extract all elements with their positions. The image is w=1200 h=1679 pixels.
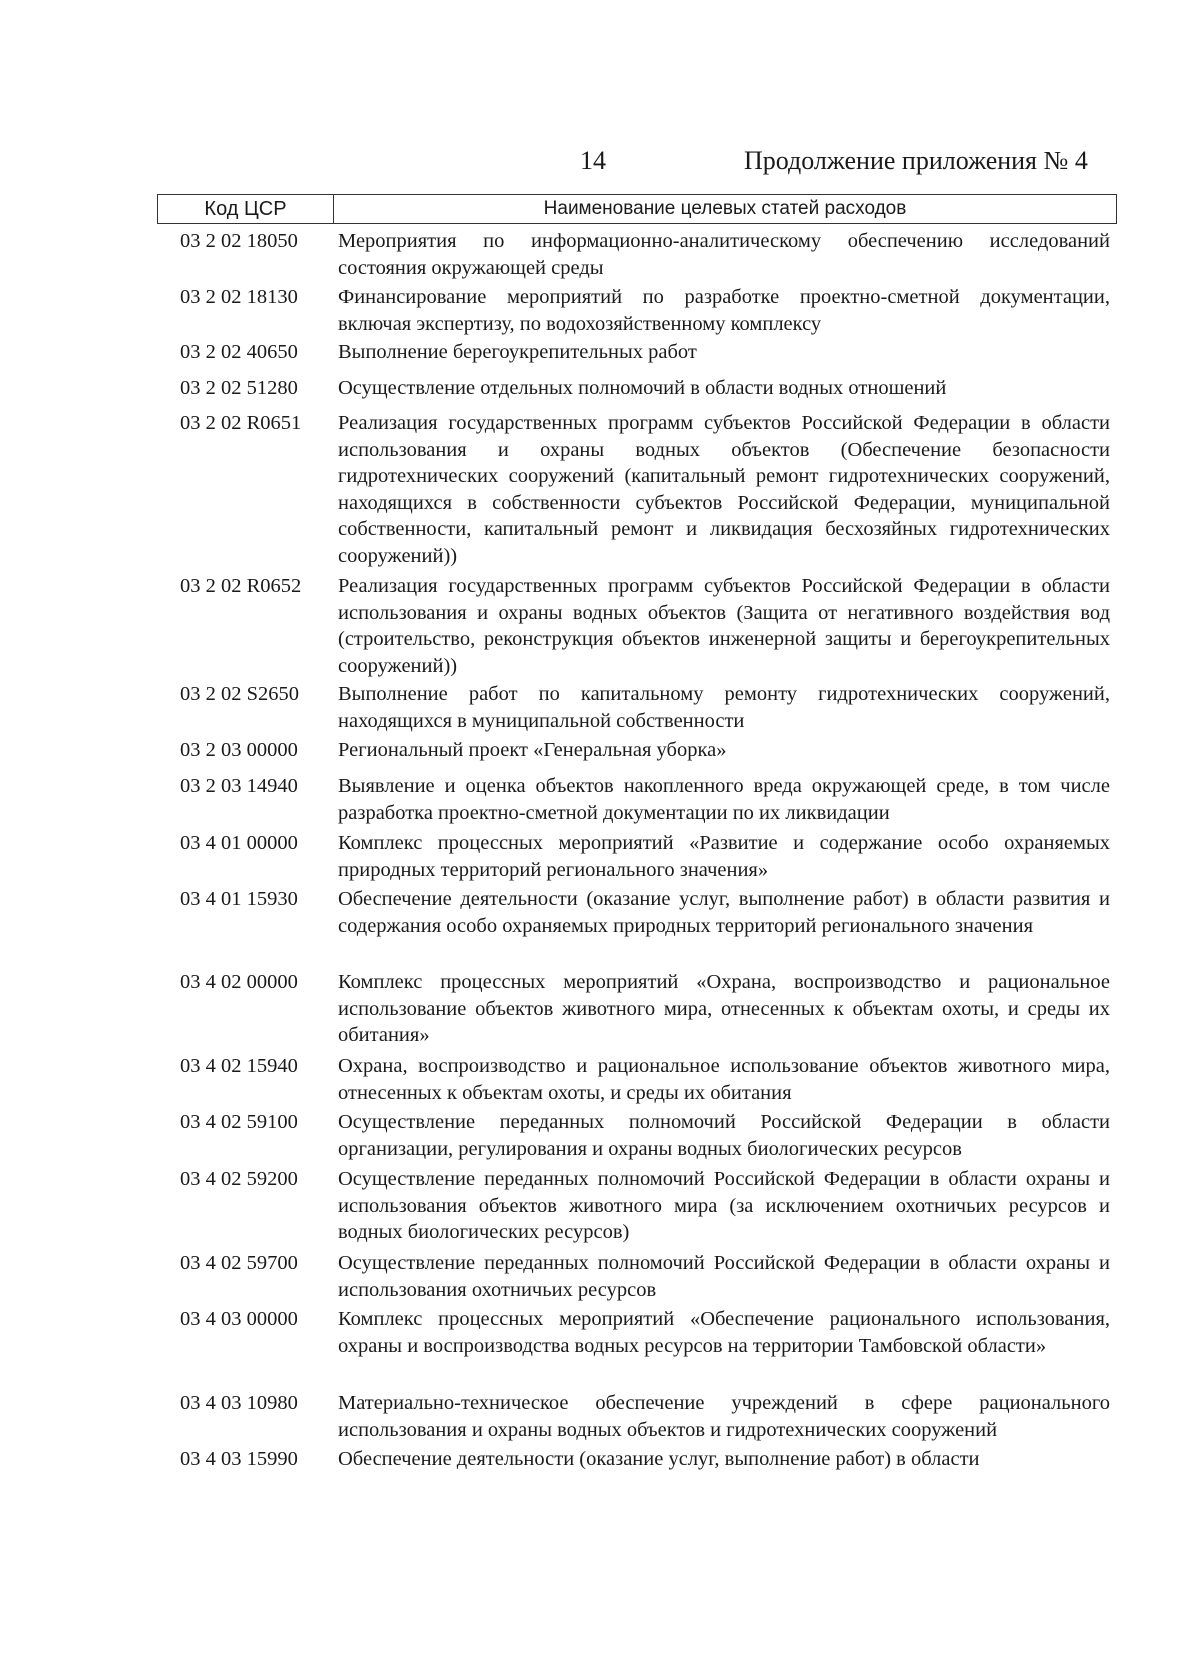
row-code: 03 2 02 R0651 [180,412,302,434]
row-code: 03 2 02 S2650 [180,683,300,705]
row-name: Выявление и оценка объектов накопленного вреда окружающей среде, в том числе разработка проектно-сметной документации по их ликвидации [338,775,1110,824]
row-name: Выполнение берегоукрепительных работ [338,341,697,363]
row-name: Осуществление переданных полномочий Российской Федерации в области охраны и использования объектов животного мира (за исключением охотничьих ресурсов и водных биологических ресурсов) [338,1168,1110,1243]
row-name: Реализация государственных программ субъектов Российской Федерации в области использования и охраны водных объектов (Защита от негативного воздействия вод (строительство, реконструкция объектов инженерной защиты и берегоукрепительных сооружений)) [338,575,1110,677]
row-name: Комплекс процессных мероприятий «Развитие и содержание особо охраняемых природных территорий регионального значения» [338,832,1110,881]
row-name: Охрана, воспроизводство и рациональное использование объектов животного мира, отнесенных к объектам охоты, и среды их обитания [338,1055,1110,1104]
row-code: 03 4 02 15940 [180,1055,298,1077]
row-code: 03 4 03 10980 [180,1392,298,1414]
row-name: Обеспечение деятельности (оказание услуг, выполнение работ) в области [338,1448,980,1470]
column-header-name: Наименование целевых статей расходов [543,198,907,219]
row-name: Мероприятия по информационно-аналитическому обеспечению исследований состояния окружающей среды [338,230,1110,279]
row-name: Материально-техническое обеспечение учреждений в сфере рационального использования и охраны водных объектов и гидротехнических сооружений [338,1392,1110,1441]
row-code: 03 2 02 18130 [180,286,298,308]
row-code: 03 4 02 59700 [180,1252,298,1274]
appendix-continuation-label: Продолжение приложения № 4 [744,146,1088,175]
table-header [157,194,1117,224]
row-code: 03 4 02 59200 [180,1168,298,1190]
row-code: 03 4 01 00000 [180,832,298,854]
row-code: 03 2 03 00000 [180,739,298,761]
column-header-code: Код ЦСР [158,195,334,223]
row-name: Выполнение работ по капитальному ремонту гидротехнических сооружений, находящихся в муниципальной собственности [338,683,1110,732]
row-code: 03 4 03 00000 [180,1308,298,1330]
row-name: Финансирование мероприятий по разработке проектно-сметной документации, включая экспертизу, по водохозяйственному комплексу [338,286,1110,335]
row-name: Региональный проект «Генеральная уборка» [338,739,727,761]
page-header [0,146,1200,186]
row-code: 03 2 02 18050 [180,230,298,252]
row-name: Комплекс процессных мероприятий «Обеспечение рационального использования, охраны и воспроизводства водных ресурсов на территории Тамбовской области» [338,1308,1110,1357]
page-number: 14 [580,146,606,175]
row-code: 03 4 02 59100 [180,1111,298,1133]
row-code: 03 2 02 R0652 [180,575,302,597]
row-name: Осуществление переданных полномочий Российской Федерации в области охраны и использования охотничьих ресурсов [338,1252,1110,1301]
row-code: 03 4 03 15990 [180,1448,298,1470]
row-code: 03 2 03 14940 [180,775,298,797]
row-name: Реализация государственных программ субъектов Российской Федерации в области использования и охраны водных объектов (Обеспечение безопасности гидротехнических сооружений (капитальный ремонт гидротехнических сооружений, находящихся в собственности субъектов Российской Федерации, муниципальной собственности, капитальный ремонт и ликвидация бесхозяйных гидротехнических сооружений)) [338,412,1110,567]
row-code: 03 4 02 00000 [180,971,298,993]
row-name: Осуществление отдельных полномочий в области водных отношений [338,377,947,399]
row-name: Комплекс процессных мероприятий «Охрана, воспроизводство и рациональное использование объектов животного мира, отнесенных к объектам охоты, и среды их обитания» [338,971,1110,1046]
row-name: Обеспечение деятельности (оказание услуг, выполнение работ) в области развития и содержания особо охраняемых природных территорий регионального значения [338,888,1110,937]
row-code: 03 2 02 40650 [180,341,298,363]
row-code: 03 4 01 15930 [180,888,298,910]
row-code: 03 2 02 51280 [180,377,298,399]
row-name: Осуществление переданных полномочий Российской Федерации в области организации, регулирования и охраны водных биологических ресурсов [338,1111,1110,1160]
